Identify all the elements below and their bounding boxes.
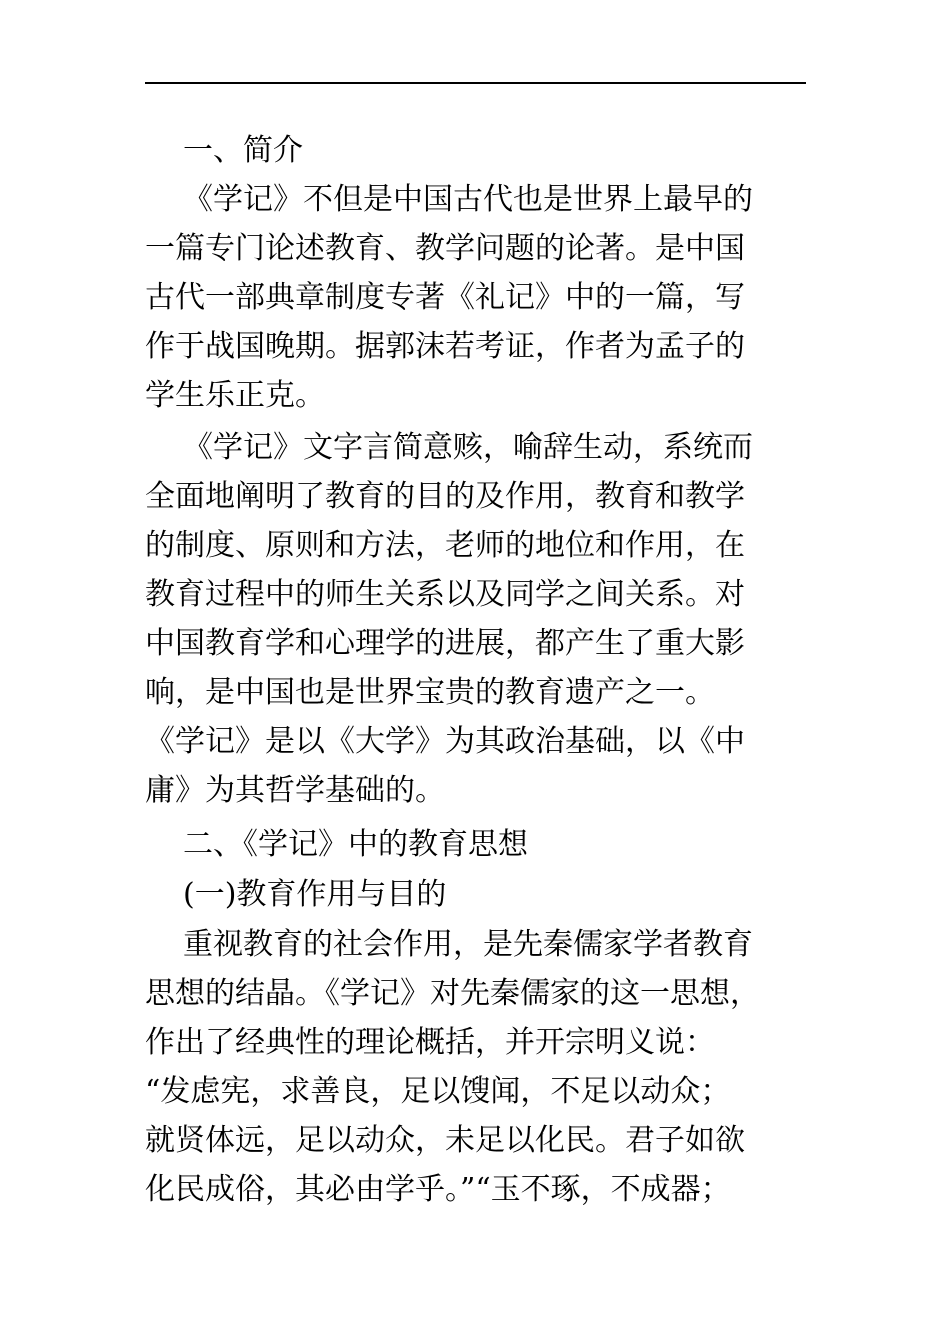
paragraph-line: 的制度、原则和方法，老师的地位和作用，在: [145, 528, 745, 563]
paragraph-intro: [145, 175, 806, 420]
paragraph-line: 就贤体远，足以动众，未足以化民。君子如欲: [145, 1123, 745, 1158]
heading-line: (一)教育作用与目的: [183, 877, 447, 912]
section-heading-thought: [145, 820, 806, 869]
paragraph-line: 庸》为其哲学基础的。: [145, 773, 445, 808]
paragraph-line: 作出了经典性的理论概括，并开宗明义说：: [145, 1025, 715, 1060]
paragraph-line: 全面地阐明了教育的目的及作用，教育和教学: [145, 479, 745, 514]
paragraph-line: “发虑宪，求善良，足以馊闻，不足以动众；: [145, 1074, 731, 1109]
paragraph-line: 响，是中国也是世界宝贵的教育遗产之一。: [145, 675, 715, 710]
paragraph-line: 中国教育学和心理学的进展，都产生了重大影: [145, 626, 745, 661]
paragraph-line: 《学记》是以《大学》为其政治基础，以《中: [145, 724, 745, 759]
paragraph-line: 作于战国晚期。据郭沫若考证，作者为孟子的: [145, 329, 745, 364]
header-rule: [145, 82, 806, 84]
paragraph-line: 化民成俗，其必由学乎。”“玉不琢，不成器；: [145, 1172, 731, 1207]
paragraph-summary: [145, 423, 806, 815]
paragraph-purpose: [145, 920, 806, 1214]
heading-line: 一、简介: [183, 133, 303, 168]
paragraph-line: 一篇专门论述教育、教学问题的论著。是中国: [145, 231, 745, 266]
paragraph-line: 教育过程中的师生关系以及同学之间关系。对: [145, 577, 745, 612]
subsection-heading-purpose: [145, 870, 806, 919]
section-heading-intro: [145, 126, 806, 175]
heading-line: 二、《学记》中的教育思想: [183, 827, 528, 862]
paragraph-line: 思想的结晶。《学记》对先秦儒家的这一思想，: [145, 976, 760, 1011]
paragraph-line: 重视教育的社会作用，是先秦儒家学者教育: [183, 927, 753, 962]
paragraph-line: 学生乐正克。: [145, 378, 325, 413]
paragraph-line: 古代一部典章制度专著《礼记》中的一篇，写: [145, 280, 745, 315]
paragraph-line: 《学记》文字言简意赅，喻辞生动，系统而: [183, 430, 753, 465]
paragraph-line: 《学记》不但是中国古代也是世界上最早的: [183, 182, 753, 217]
